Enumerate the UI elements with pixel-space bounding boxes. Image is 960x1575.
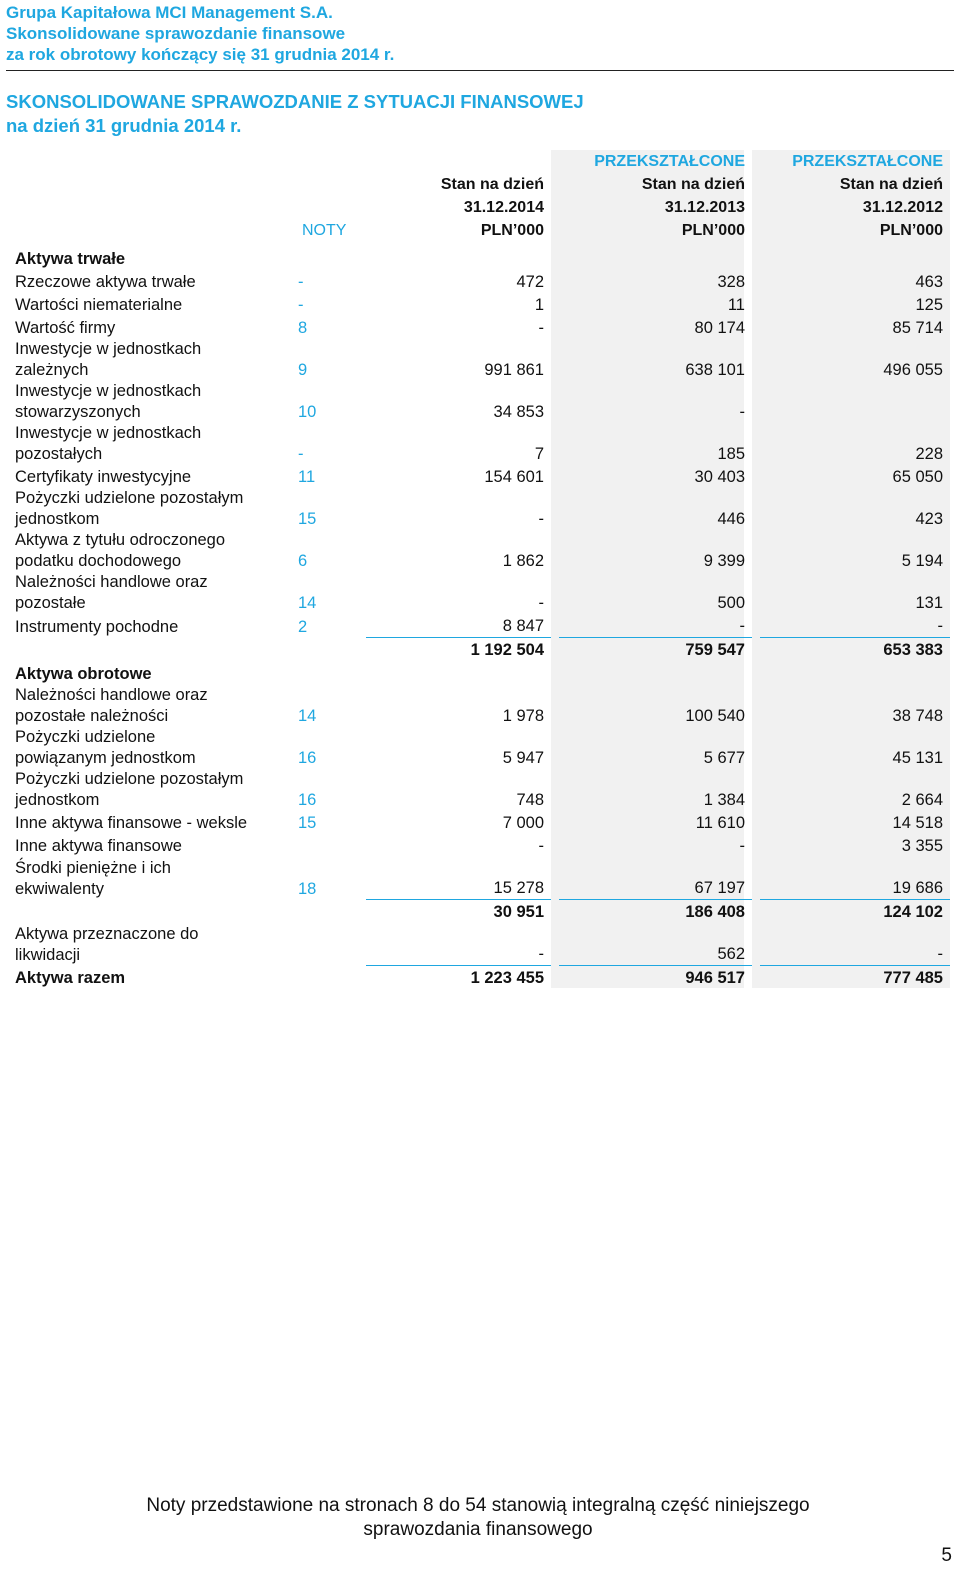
row-label-line1: Inwestycje w jednostkach (15, 424, 202, 442)
table-row (8, 857, 950, 900)
unit-2013: PLN’000 (681, 222, 745, 239)
table-row (8, 293, 950, 316)
header-row-restated (8, 150, 950, 173)
row-value-2012: 38 748 (892, 707, 943, 725)
row-value-2012: 14 518 (892, 814, 943, 832)
subtotal-2014: 30 951 (493, 903, 544, 921)
row-note: 15 (298, 510, 317, 528)
table-row (8, 339, 950, 381)
row-value-2013: 328 (717, 273, 745, 291)
table-row (8, 834, 950, 857)
subtotal-row-current (8, 900, 950, 924)
row-value-2014: 7 (534, 445, 544, 463)
row-value-2014: - (538, 594, 544, 612)
total-2012: 777 485 (883, 969, 943, 987)
total-2013: 946 517 (685, 969, 745, 987)
row-note: 15 (298, 814, 317, 832)
row-note (291, 966, 366, 990)
row-value-2014: 15 278 (366, 857, 551, 900)
row-label: Rzeczowe aktywa trwałe (15, 273, 196, 291)
report-period: za rok obrotowy kończący się 31 grudnia 2014 r. (6, 45, 395, 64)
row-value-2013: 30 403 (694, 468, 745, 486)
row-value-2013: 185 (717, 445, 745, 463)
row-value-2014: - (538, 319, 544, 337)
row-value-2014: 472 (516, 273, 544, 291)
row-value-2014: - (538, 510, 544, 528)
row-label-line1: Aktywa z tytułu odroczonego (15, 531, 226, 549)
row-value-2012: - (760, 614, 950, 638)
row-label (8, 727, 291, 769)
row-value-2012: 65 050 (892, 468, 943, 486)
row-label-line2: likwidacji (15, 945, 81, 964)
stan-2012-label: Stan na dzień (839, 176, 943, 193)
page-number: 5 (941, 1545, 952, 1566)
row-value-2012: 2 664 (901, 791, 943, 809)
row-value-2012: 423 (915, 510, 943, 528)
row-label-line1: Pożyczki udzielone pozostałym (15, 770, 244, 788)
row-label-line2: powiązanym jednostkom (15, 749, 196, 767)
row-value-2012: 19 686 (760, 857, 950, 900)
row-value-2014: 8 847 (366, 614, 551, 638)
row-note: 14 (298, 707, 317, 725)
row-value-2012: 85 714 (892, 319, 943, 337)
row-value-2014: 34 853 (493, 403, 544, 421)
row-note: 2 (298, 617, 308, 636)
row-note: 8 (298, 319, 308, 337)
row-label: Instrumenty pochodne (15, 617, 179, 636)
row-value-2013: 5 677 (703, 749, 745, 767)
row-value-2012: 3 355 (901, 837, 943, 855)
row-note: 6 (298, 552, 308, 570)
row-label (8, 381, 291, 423)
statement-title (6, 90, 584, 138)
section-row (8, 242, 950, 270)
subtotal-row-noncurrent (8, 638, 950, 662)
row-note: 18 (298, 879, 317, 898)
row-label (8, 339, 291, 381)
unit-2014: PLN’000 (480, 222, 544, 239)
row-value-2012: - (760, 923, 950, 966)
section-noncurrent-assets: Aktywa trwałe (15, 250, 126, 268)
row-label-line2: pozostałych (15, 445, 103, 463)
row-value-2013: - (559, 614, 752, 638)
row-label (8, 423, 291, 465)
row-label-line2: pozostałe (15, 594, 86, 612)
date-2013: 31.12.2013 (664, 199, 745, 216)
row-label-line1: Pożyczki udzielone (15, 728, 156, 746)
row-value-2013: 446 (717, 510, 745, 528)
financial-position-table (8, 150, 950, 989)
row-value-2012: 496 055 (883, 361, 943, 379)
row-value-2013: 562 (559, 923, 752, 966)
document-name: Skonsolidowane sprawozdanie finansowe (6, 24, 346, 43)
row-label-line2: stowarzyszonych (15, 403, 141, 421)
stan-2014-label: Stan na dzień (440, 176, 544, 193)
table-row (8, 923, 950, 966)
row-value-2012: 228 (915, 445, 943, 463)
row-label-line2: pozostałe należności (15, 707, 169, 725)
date-2014: 31.12.2014 (463, 199, 544, 216)
row-label: Wartość firmy (15, 319, 116, 337)
row-value-2013: 11 610 (695, 814, 745, 832)
row-value-2013: 9 399 (703, 552, 745, 570)
row-value-2014: 7 000 (502, 814, 544, 832)
subtotal-2014: 1 192 504 (470, 641, 544, 659)
notes-column-label: NOTY (302, 222, 347, 239)
table-row (8, 423, 950, 465)
row-label (8, 685, 291, 727)
row-value-2014: 1 (534, 296, 544, 314)
footer-line2: sprawozdania finansowego (363, 1519, 593, 1540)
statement-title-line1: SKONSOLIDOWANE SPRAWOZDANIE Z SYTUACJI FINANSOWEJ (6, 91, 584, 112)
table-row (8, 685, 950, 727)
row-value-2013: 1 384 (703, 791, 745, 809)
row-value-2012: 131 (915, 594, 943, 612)
table-row (8, 316, 950, 339)
table-row (8, 769, 950, 811)
row-value-2013: 80 174 (694, 319, 745, 337)
row-value-2013: 500 (717, 594, 745, 612)
company-name: Grupa Kapitałowa MCI Management S.A. (6, 3, 333, 22)
date-2012: 31.12.2012 (862, 199, 943, 216)
row-label-line2: jednostkom (15, 791, 100, 809)
row-value-2012 (760, 381, 950, 423)
row-label-line1: Środki pieniężne i ich (15, 858, 171, 877)
row-label-line2: jednostkom (15, 510, 100, 528)
subtotal-2013: 759 547 (685, 641, 745, 659)
footer-note (0, 1494, 956, 1542)
row-value-2012: 5 194 (901, 552, 943, 570)
row-label-line1: Inwestycje w jednostkach (15, 382, 202, 400)
row-label: Inne aktywa finansowe (15, 837, 182, 855)
row-value-2014: 5 947 (502, 749, 544, 767)
section-row (8, 661, 950, 685)
row-label: Certyfikaty inwestycyjne (15, 468, 192, 486)
row-value-2013: 11 (727, 296, 745, 314)
row-label (8, 857, 291, 900)
subtotal-2013: 186 408 (685, 903, 745, 921)
row-value-2014: 1 862 (502, 552, 544, 570)
row-value-2014: 1 978 (502, 707, 544, 725)
section-current-assets: Aktywa obrotowe (15, 665, 152, 683)
row-label-line2: ekwiwalenty (15, 879, 104, 898)
row-note: 9 (298, 361, 308, 379)
row-label-line2: zależnych (15, 361, 89, 379)
restated-2012-label: PRZEKSZTAŁCONE (792, 153, 943, 170)
row-value-2013: 67 197 (559, 857, 752, 900)
table-row (8, 530, 950, 572)
header-row-units (8, 219, 950, 242)
table-row (8, 614, 950, 638)
row-label: Inne aktywa finansowe - weksle (15, 814, 248, 832)
total-assets-row (8, 966, 950, 990)
row-value-2013: - (739, 837, 745, 855)
row-label-line1: Pożyczki udzielone pozostałym (15, 489, 244, 507)
row-label (8, 923, 291, 966)
row-label-line2: podatku dochodowego (15, 552, 182, 570)
row-value-2014: - (366, 923, 551, 966)
row-note: 14 (298, 594, 317, 612)
restated-2013-label: PRZEKSZTAŁCONE (594, 153, 745, 170)
row-label-line1: Inwestycje w jednostkach (15, 340, 202, 358)
unit-2012: PLN’000 (879, 222, 943, 239)
row-note: - (298, 445, 304, 463)
row-value-2014: 991 861 (484, 361, 544, 379)
row-note: 16 (298, 749, 317, 767)
table-row (8, 465, 950, 488)
stan-2013-label: Stan na dzień (641, 176, 745, 193)
statement-title-line2: na dzień 31 grudnia 2014 r. (6, 115, 242, 136)
table-row (8, 811, 950, 834)
page-header (6, 2, 954, 71)
table-row (8, 572, 950, 614)
row-note (291, 834, 366, 857)
row-value-2014: 154 601 (484, 468, 544, 486)
row-label: Wartości niematerialne (15, 296, 183, 314)
row-label-line1: Należności handlowe oraz (15, 573, 208, 591)
header-row-stan (8, 173, 950, 196)
footer-line1: Noty przedstawione na stronach 8 do 54 stanowią integralną część niniejszego (146, 1495, 810, 1516)
row-label (8, 572, 291, 614)
row-value-2012: 125 (915, 296, 943, 314)
header-row-dates (8, 196, 950, 219)
subtotal-2012: 124 102 (883, 903, 943, 921)
total-assets-label: Aktywa razem (15, 969, 126, 987)
row-label-line1: Aktywa przeznaczone do (15, 924, 199, 943)
row-note: 10 (298, 403, 317, 421)
row-note (291, 923, 366, 966)
row-value-2013: 638 101 (685, 361, 745, 379)
row-note: - (298, 273, 304, 291)
row-label (8, 530, 291, 572)
table-row (8, 488, 950, 530)
row-label-line1: Należności handlowe oraz (15, 686, 208, 704)
row-label (8, 488, 291, 530)
row-label (8, 769, 291, 811)
row-value-2014: 748 (516, 791, 544, 809)
row-value-2014: - (538, 837, 544, 855)
total-2014: 1 223 455 (470, 969, 544, 987)
row-value-2012: 463 (915, 273, 943, 291)
table-row (8, 381, 950, 423)
row-value-2013: 100 540 (685, 707, 745, 725)
row-value-2013: - (739, 403, 745, 421)
table-row (8, 270, 950, 293)
row-note: 16 (298, 791, 317, 809)
row-value-2012: 45 131 (892, 749, 943, 767)
row-note: - (298, 296, 304, 314)
table-row (8, 727, 950, 769)
row-note: 11 (298, 468, 316, 486)
subtotal-2012: 653 383 (883, 641, 943, 659)
